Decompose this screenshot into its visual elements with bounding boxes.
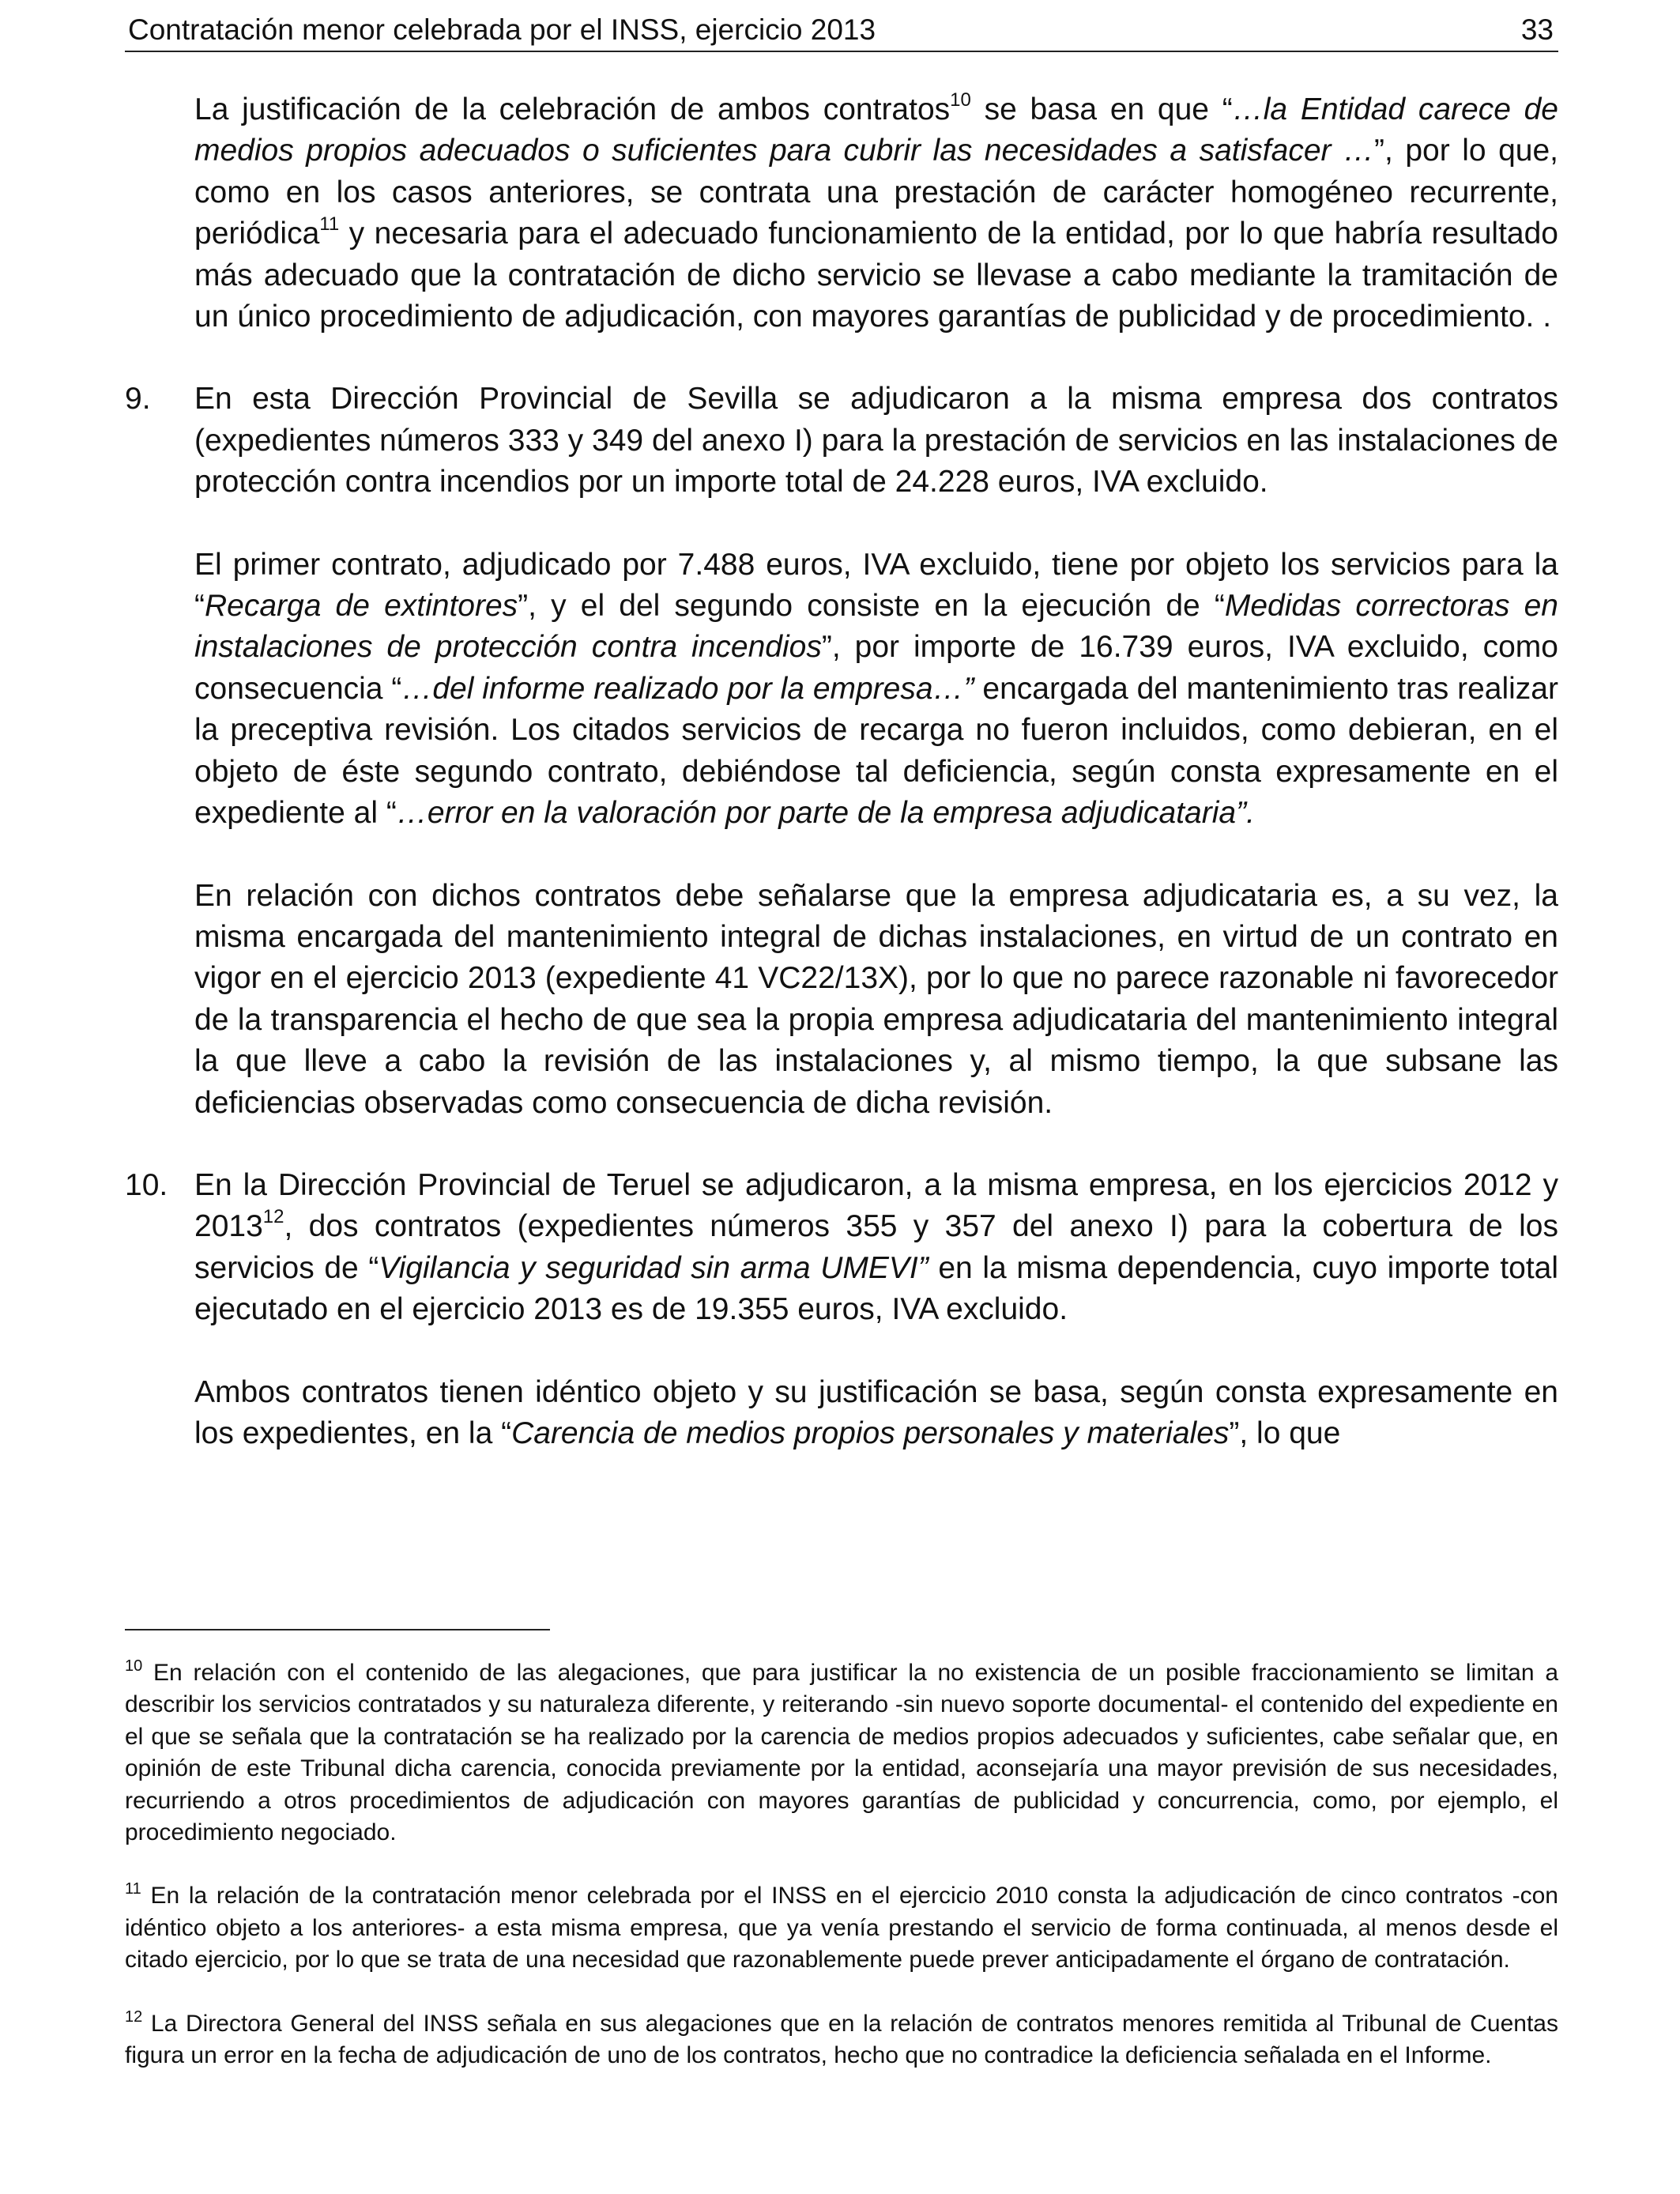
page-number: 33 xyxy=(1520,13,1554,46)
paragraph-9c: En relación con dichos contratos debe señalarse que la empresa adjudicataria es, a su vez, la misma encargada del mantenimiento integral de dichas instalaciones, en virtud de un contrato en vigor en el ejercicio 2013 (expediente 41 VC22/13X), por lo que no parece razonable ni favorecedor de la transparencia el hecho de que sea la propia empresa adjudicataria del mantenimiento integral la que lleve a cabo la revisión de las instalaciones y, al mismo tiempo, la que subsane las deficiencias observadas como consecuencia de dicha revisión. xyxy=(194,878,1558,1120)
item-number: 10. xyxy=(125,1167,168,1202)
paragraph-9b: El primer contrato, adjudicado por 7.488 euros, IVA excluido, tiene por objeto los servicios para la “Recarga de extintores”, y el del segundo consiste en la ejecución de “Medidas correctoras en instalaciones de protección contra incendios”, por importe de 16.739 euros, IVA excluido, como consecuencia “…del informe realizado por la empresa…” encargada del mantenimiento tras realizar la preceptiva revisión. Los citados servicios de recarga no fueron incluidos, como debieran, en el objeto de éste segundo contrato, debiéndose tal deficiencia, según consta expresamente en el expediente al “…error en la valoración por parte de la empresa adjudicataria”. xyxy=(194,547,1558,831)
list-item-9 xyxy=(125,379,1558,503)
list-item-10 xyxy=(125,1165,1558,1331)
footnote-12: $^{12}$ La Directora General del INSS señala en sus alegaciones que en la relación de contratos menores remitida al Tribunal de Cuentas figura un error en la fecha de adjudicación de uno de los contratos, hecho que no contradice la deficiencia señalada en el Informe. xyxy=(125,2007,1558,2069)
item-number: 9. xyxy=(125,382,151,417)
page-header xyxy=(125,9,1558,52)
paragraph-intro: La justificación de la celebración de ambos contratos$^{10}$ se basa en que “…la Entidad carece de medios propios adecuados o suficientes para cubrir las necesidades a satisfacer …”, por lo que, como en los casos anteriores, se contrata una prestación de carácter homogéneo recurrente, periódica$^{11}$ y necesaria para el adecuado funcionamiento de la entidad, por lo que habría resultado más adecuado que la contratación de dicho servicio se llevase a cabo mediante la tramitación de un único procedimiento de adjudicación, con mayores garantías de publicidad y de procedimiento. . xyxy=(194,89,1558,334)
header-title: Contratación menor celebrada por el INSS, ejercicio 2013 xyxy=(128,13,876,46)
paragraph-10b: Ambos contratos tienen idéntico objeto y su justificación se basa, según consta expresamente en los expedientes, en la “Carencia de medios propios personales y materiales”, lo que xyxy=(194,1374,1558,1450)
footnote-number: 11 xyxy=(125,1880,141,1898)
footnote-number: 12 xyxy=(125,2007,143,2026)
footnote-ref-10[interactable]: 10 xyxy=(950,89,971,111)
footnote-separator xyxy=(125,1629,550,1630)
item-text: En esta Dirección Provincial de Sevilla se adjudicaron a la misma empresa dos contratos (expedientes números 333 y 349 del anexo I) para la prestación de servicios en las instalaciones de protección contra incendios por un importe total de 24.228 euros, IVA excluido. xyxy=(194,382,1558,499)
footnote-11: $^{11}$ En la relación de la contratación menor celebrada por el INSS en el ejercicio 2010 consta la adjudicación de cinco contratos -con idéntico objeto a los anteriores- a esta misma empresa, que ya venía prestando el servicio de forma continuada, al menos desde el citado ejercicio, por lo que se trata de una necesidad que razonablemente puede prever anticipadamente el órgano de contratación. xyxy=(125,1880,1558,1973)
document-body xyxy=(125,89,1558,1495)
footnote-ref-12[interactable]: 12 xyxy=(262,1206,284,1228)
item-text: En la Dirección Provincial de Teruel se adjudicaron, a la misma empresa, en los ejercicios 2012 y 2013$^{12}$, dos contratos (expedientes números 355 y 357 del anexo I) para la cobertura de los servicios de “Vigilancia y seguridad sin arma UMEVI” en la misma dependencia, cuyo importe total ejecutado en el ejercicio 2013 es de 19.355 euros, IVA excluido. xyxy=(194,1167,1559,1327)
footnote-10: $^{10}$ En relación con el contenido de las alegaciones, que para justificar la no existencia de un posible fraccionamiento se limitan a describir los servicios contratados y su naturaleza diferente, y reiterando -sin nuevo soporte documental- el contenido del expediente en el que se señala que la contratación se ha realizado por la carencia de medios propios adecuados y suficientes, cabe señalar que, en opinión de este Tribunal dicha carencia, conocida previamente por la entidad, aconsejaría una mayor previsión de sus necesidades, recurriendo a otros procedimientos de adjudicación con mayores garantías de publicidad y concurrencia, como, por ejemplo, el procedimiento negociado. xyxy=(125,1657,1558,1846)
footnotes xyxy=(125,1657,1558,2103)
footnote-number: 10 xyxy=(125,1657,143,1675)
footnote-ref-11[interactable]: 11 xyxy=(319,213,340,236)
